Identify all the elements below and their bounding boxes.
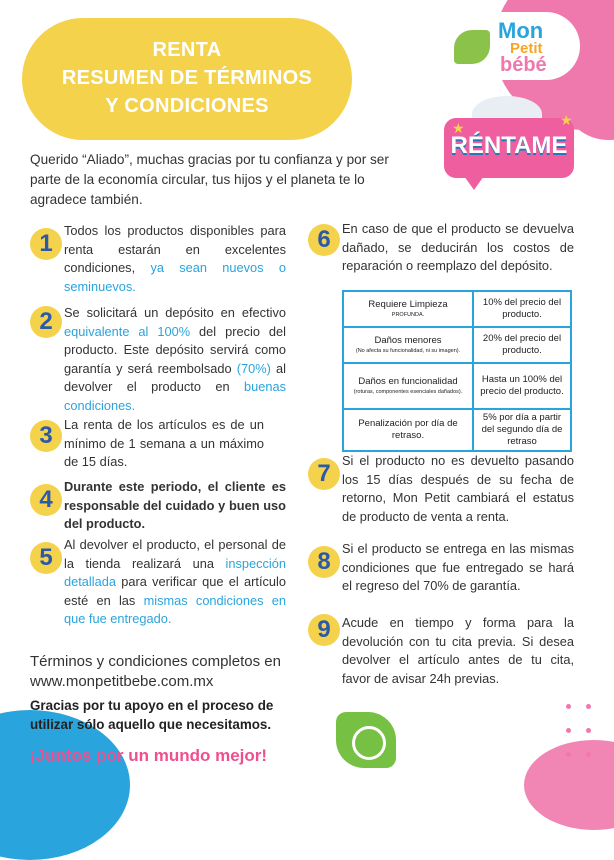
term-item-3: La renta de los artículos es de un mínimo de 1 semana a un máximo de 15 días. [64,417,264,469]
title-line-2: RESUMEN DE TÉRMINOS [61,67,313,89]
decor-dots [562,700,602,780]
number-badge-2: 2 [30,306,62,338]
star-icon: ★ [560,112,573,128]
number-badge-6: 6 [308,224,340,256]
recycle-leaf-icon [336,712,396,768]
title-line-3: Y CONDICIONES [105,95,269,117]
terms-link-text: Términos y condiciones completos en www.monpetitbebe.com.mx [30,652,320,692]
penalty-table [342,290,572,452]
term-item-7: Si el producto no es devuelto pasando los 15 días después de su fecha de retorno, Mon Petit cambiará el estatus de producto de venta a renta. [342,453,574,524]
logo-word-2: Petit [510,40,543,57]
term-item-1: Todos los productos disponibles para renta estarán en excelentes condiciones, ya sean nuevos o seminuevos. [64,223,286,294]
term-item-6: En caso de que el producto se devuelva dañado, se deducirán los costos de reparación o reemplazo del depósito. [342,221,574,273]
slogan: ¡Juntos por un mundo mejor! [30,746,268,765]
table-row: Daños menores (No afecta su funcionalidad, ni su imagen). 20% del precio del producto. [343,327,571,363]
table-row: Penalización por día de retraso. 5% por día a partir del segundo día de retraso [343,409,571,451]
website-link[interactable]: www.monpetitbebe.com.mx [30,673,214,690]
table-row: Daños en funcionalidad (roturas, componentes esenciales dañados). Hasta un 100% del precio del producto. [343,363,571,409]
number-badge-5: 5 [30,542,62,574]
term-item-9: Acude en tiempo y forma para la devolución con tu cita previa. Si desea devolver el artículo antes de tu cita, favor de avisar 24h previas. [342,615,574,686]
number-badge-9: 9 [308,614,340,646]
logo-word-3: bébé [500,54,547,76]
leaf-logo-icon [454,30,490,64]
number-badge-1: 1 [30,228,62,260]
term-item-8: Si el producto se entrega en las mismas condiciones que fue entregado se hará el regreso del 70% de garantía. [342,541,574,593]
term-item-5: Al devolver el producto, el personal de la tienda realizará una inspección detallada para verificar que el artículo esté en las mismas condiciones en que fue entregado. [64,537,286,626]
intro-text: Querido “Aliado”, muchas gracias por tu confianza y por ser parte de la economía circular, tus hijos y el planeta te lo agradece también. [30,152,389,207]
star-icon: ★ [452,120,465,136]
number-badge-3: 3 [30,420,62,452]
thanks-text: Gracias por tu apoyo en el proceso de utilizar sólo aquello que necesitamos. [30,698,274,732]
brand-logo [440,12,580,80]
logo-word-1: Mon [498,18,544,43]
number-badge-7: 7 [308,458,340,490]
term-item-4: Durante este periodo, el cliente es responsable del cuidado y buen uso del producto. [64,479,286,531]
title-line-1: RENTA [152,39,222,61]
table-row: Requiere Limpieza PROFUNDA. 10% del precio del producto. [343,291,571,327]
number-badge-4: 4 [30,484,62,516]
title-banner [22,18,352,140]
number-badge-8: 8 [308,546,340,578]
rent-badge-label: RÉNTAME [450,132,568,159]
term-item-2: Se solicitará un depósito en efectivo equivalente al 100% del precio del producto. Este depósito servirá como garantía y será reembolsado (70%) al devolver el producto en buenas condiciones. [64,305,286,413]
